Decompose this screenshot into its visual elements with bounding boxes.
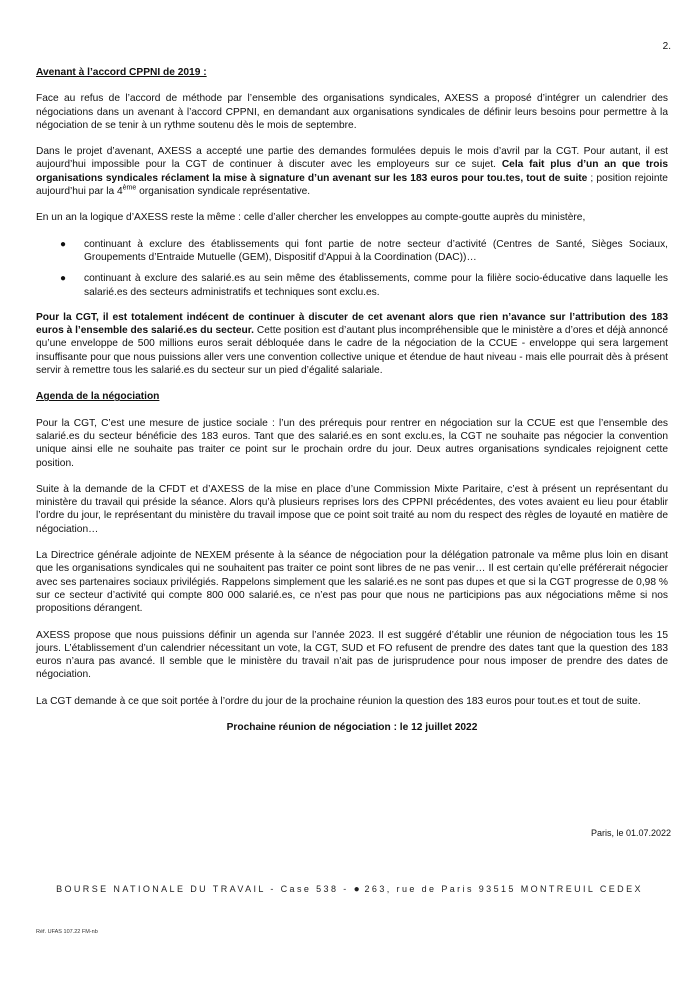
footer-right: 263, rue de Paris 93515 MONTREUIL CEDEX (364, 884, 643, 894)
paragraph: Suite à la demande de la CFDT et d’AXESS de la mise en place d’une Commission Mixte Paritaire, c’est à présent un représentant du ministère du travail qui préside la séance. Alors qu’à plusieurs reprises lors des CPPNI précédentes, des votes avaient eu lieu pour établir l’ordre du jour, le représentant du ministère du travail impose que ce point soit traité au nom du respect des règles de loyauté en matière de négociation… (36, 483, 668, 535)
text-run: Dans le projet d’avenant, AXESS a accepté une partie des demandes formulées depuis le mois d’avril par la CGT. Pour autant, il est aujourd’hui impossible pour la CGT de continuer à discuter avec les employeurs sur ce sujet. (36, 146, 668, 171)
list-item (60, 272, 668, 299)
list-item (60, 238, 668, 265)
section-heading-agenda: Agenda de la négociation (36, 391, 160, 403)
bold-text: Pour la CGT, il est totalement indécent de continuer à discuter de cet avenant alors que rien n’avance sur l’attribution des 183 euros à l’ensemble des salarié.es du secteur. (36, 311, 668, 337)
list-item-text: continuant à exclure des salarié.es au sein même des établissements, comme pour la filière socio-éducative dans laquelle les salarié.es des secteurs administratifs et techniques sont exclu.es. (84, 273, 668, 298)
text-run: ; position rejointe aujourd’hui par la 4 (36, 172, 668, 198)
superscript: ème (122, 184, 137, 192)
bullet-list (36, 238, 668, 299)
section-heading-avenant: Avenant à l’accord CPPNI de 2019 : (36, 67, 207, 78)
list-item-text: continuant à exclure des établissements qui font partie de notre secteur d’activité (Centres de Santé, Sièges Sociaux, Groupements d’Entraide Mutuelle (GEM), Dispositif d'Appui à la Coordination (DAC))… (84, 238, 668, 263)
text-run: Cette position est d’autant plus incompréhensible que le ministère a d’ores et déjà annoncé qu’une enveloppe de 500 millions euros serait débloquée dans le cadre de la négociation de la CCUE - enveloppe qui sera largement insuffisante pour que nous puissions aller vers une convention collective unique et étendue de haut niveau - mais elle pourrait dès à présent servir à remettre tous les salarié.es du secteur sur un pied d’égalité salariale. (36, 325, 668, 377)
document-body (36, 66, 668, 734)
paragraph: En un an la logique d’AXESS reste la même : celle d’aller chercher les enveloppes au compte-goutte auprès du ministère, (36, 212, 586, 224)
bullet-icon: ● (60, 238, 67, 250)
footer-left: BOURSE NATIONALE DU TRAVAIL - Case 538 - (56, 884, 349, 894)
bullet-icon: ● (353, 884, 360, 895)
bullet-icon: ● (60, 273, 67, 285)
paragraph: La Directrice générale adjointe de NEXEM présente à la séance de négociation pour la délégation patronale va même plus loin en disant que les organisations syndicales qui ne souhaitent pas traiter ce point sont libres de ne pas venir… Il est certain qu’elle préférerait négocier avec ses partenaires sociaux privilégiés. Rappelons simplement que les salarié.es ne sont pas dupes et que si la CGT progresse de 0,98 % sur ce secteur d’activité qui compte 800 000 salarié.es, ce n’est pas pour que nous ne participions pas aux négociations même si nos propositions dérangent. (36, 550, 668, 615)
footer-address (0, 884, 699, 895)
date-line: Paris, le 01.07.2022 (590, 828, 671, 838)
page-number: 2. (662, 41, 671, 52)
paragraph: Pour la CGT, C’est une mesure de justice sociale : l’un des prérequis pour rentrer en négociation sur la CCUE est que l’ensemble des salarié.es du secteur bénéficie des 183 euros. Tant que des salarié.es en sont exclu.es, la CGT ne souhaite pas négocier la convention unique ainsi elle ne souhaite pas traiter ce point sur le prochain ordre du jour. Deux autres organisations syndicales rejoignent cette position. (36, 417, 668, 469)
text-run: organisation syndicale représentative. (136, 186, 311, 198)
paragraph: La CGT demande à ce que soit portée à l’ordre du jour de la prochaine réunion la question des 183 euros pour tout.es et tout de suite. (36, 695, 641, 707)
bold-text: Cela fait plus d’un an que trois organisations syndicales réclament la mise à signature d’un avenant sur les 183 euros pour tou.tes, tout de suite (36, 159, 668, 184)
paragraph: AXESS propose que nous puissions définir un agenda sur l’année 2023. Il est suggéré d’établir une réunion de négociation tous les 15 jours. L’établissement d’un calendrier nécessitant un vote, la CGT, SUD et FO refusent de prendre des dates tant que la question des 183 euros n’aura pas avancé. Il semble que le ministère du travail n’ait pas de jurisprudence pour nous imposer de prendre des dates de négociation. (36, 629, 668, 681)
document-reference: Réf. UFAS 107.22 FM-nb (36, 929, 98, 935)
paragraph (36, 145, 668, 198)
paragraph (36, 311, 668, 377)
paragraph: Face au refus de l’accord de méthode par l’ensemble des organisations syndicales, AXESS a proposé d’intégrer un calendrier des négociations dans un avenant à l’accord CPPNI, en demandant aux organisations syndicales de définir leurs besoins pour permettre à la négociation de se tenir à un rythme soutenu dès le mois de septembre. (36, 93, 668, 131)
next-meeting: Prochaine réunion de négociation : le 12 juillet 2022 (226, 721, 478, 733)
